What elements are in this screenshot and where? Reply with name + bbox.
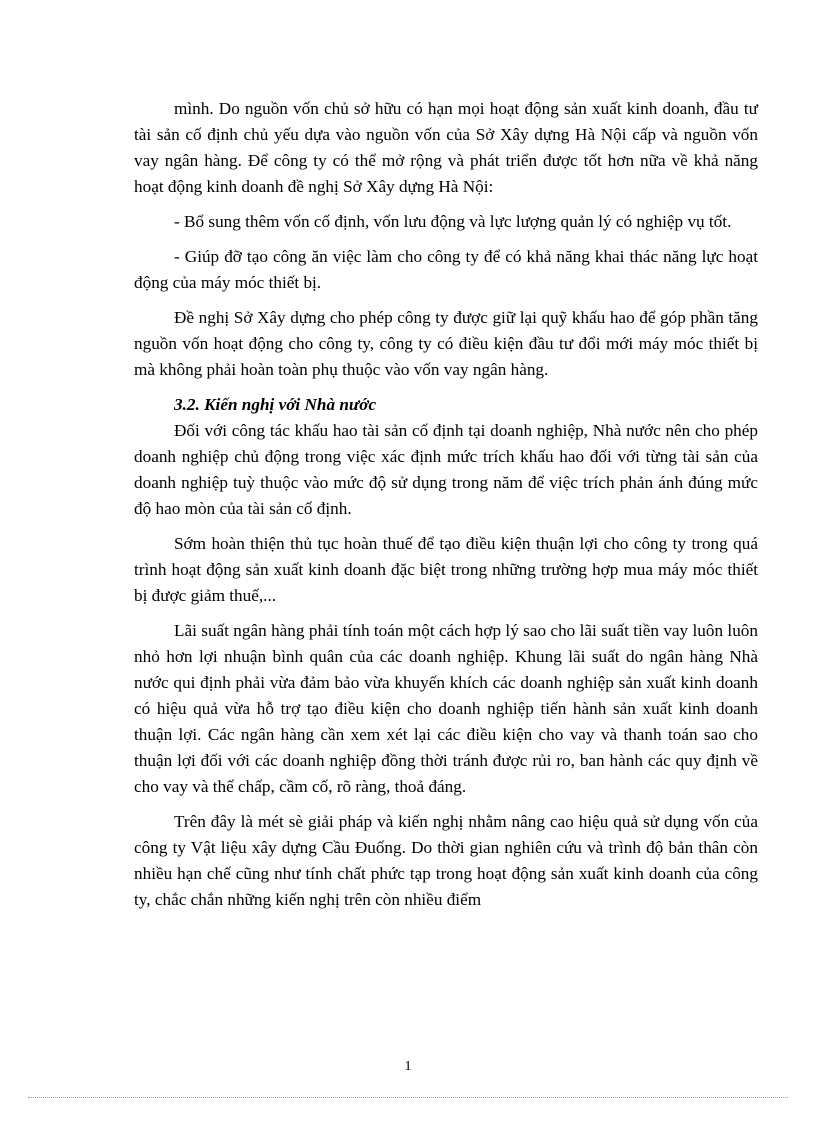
page-body — [134, 96, 758, 913]
paragraph-tax-refund: Sớm hoàn thiện thủ tục hoàn thuế để tạo điều kiện thuận lợi cho công ty trong quá trình hoạt động sản xuất kinh doanh đặc biệt trong những trường hợp mua máy móc thiết bị được giảm thuế,... — [134, 534, 758, 605]
paragraph-bullet-capital: - Bổ sung thêm vốn cố định, vốn lưu động và lực lượng quản lý có nghiệp vụ tốt. — [174, 212, 732, 231]
paragraph-bullet-employment: - Giúp đỡ tạo công ăn việc làm cho công ty để có khả năng khai thác năng lực hoạt động của máy móc thiết bị. — [134, 247, 758, 292]
page-bottom-divider — [28, 1097, 788, 1098]
paragraph-depreciation-fund: Đề nghị Sở Xây dựng cho phép công ty được giữ lại quỹ khấu hao để góp phần tăng nguồn vốn hoạt động cho công ty, công ty có điều kiện đầu tư đổi mới máy móc thiết bị mà không phải hoàn toàn phụ thuộc vào vốn vay ngân hàng. — [134, 308, 758, 379]
paragraph-depreciation-policy: Đối với công tác khấu hao tài sản cố định tại doanh nghiệp, Nhà nước nên cho phép doanh nghiệp chủ động trong việc xác định mức trích khấu hao đối với từng tài sản của doanh nghiệp tuỳ thuộc vào mức độ sử dụng trong năm để việc trích phản ánh đúng mức độ hao mòn của tài sản cố định. — [134, 421, 758, 518]
page-number: 1 — [404, 1059, 412, 1074]
section-heading: 3.2. Kiến nghị với Nhà nước — [174, 395, 377, 414]
paragraph-continuation: mình. Do nguồn vốn chủ sở hữu có hạn mọi hoạt động sản xuất kinh doanh, đầu tư tài sản cố định chủ yếu dựa vào nguồn vốn của Sở Xây dựng Hà Nội cấp và nguồn vốn vay ngân hàng. Để công ty có thể mở rộng và phát triển được tốt hơn nữa về khả năng hoạt động kinh doanh đề nghị Sở Xây dựng Hà Nội: — [134, 99, 758, 196]
paragraph-interest-rate: Lãi suất ngân hàng phải tính toán một cách hợp lý sao cho lãi suất tiền vay luôn luôn nhỏ hơn lợi nhuận bình quân của các doanh nghiệp. Khung lãi suất do ngân hàng Nhà nước qui định phải vừa đảm bảo vừa khuyến khích các doanh nghiệp sản xuất kinh doanh có hiệu quả vừa hỗ trợ tạo điều kiện cho doanh nghiệp tiến hành sản xuất kinh doanh thuận lợi. Các ngân hàng cần xem xét lại các điều kiện cho vay và thanh toán sao cho thuận lợi đối với các doanh nghiệp đồng thời tránh được rủi ro, ban hành các quy định về cho vay và thế chấp, cầm cố, rõ ràng, thoả đáng. — [134, 621, 758, 796]
paragraph-conclusion: Trên đây là mét sè giải pháp và kiến nghị nhằm nâng cao hiệu quả sử dụng vốn của công ty Vật liệu xây dựng Cầu Đuống. Do thời gian nghiên cứu và trình độ bản thân còn nhiều hạn chế cũng như tính chất phức tạp trong hoạt động sản xuất kinh doanh của công ty, chắc chắn những kiến nghị trên còn nhiều điểm — [134, 812, 758, 909]
